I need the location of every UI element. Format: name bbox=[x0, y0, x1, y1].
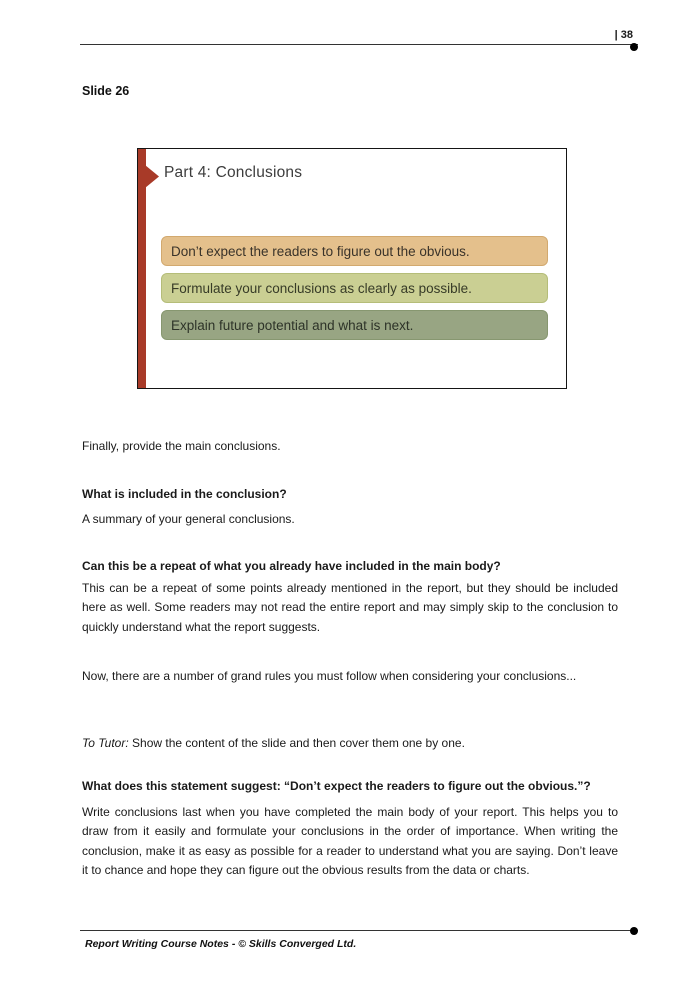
page-number: | 38 bbox=[614, 29, 633, 41]
question-1-heading: What is included in the conclusion? bbox=[82, 487, 287, 501]
slide-bullet-3: Explain future potential and what is next. bbox=[161, 310, 548, 340]
slide-bullet-1: Don’t expect the readers to figure out the obvious. bbox=[161, 236, 548, 266]
intro-paragraph: Finally, provide the main conclusions. bbox=[82, 439, 281, 453]
header-rule-end-dot bbox=[630, 43, 638, 51]
question-2-answer: This can be a repeat of some points already mentioned in the report, but they should be included here as well. Some readers may not read the entire report and may simply skip to the conclusion to quickly understand what the report suggests. bbox=[82, 581, 618, 634]
tutor-note-text: Show the content of the slide and then cover them one by one. bbox=[128, 736, 465, 750]
question-3-answer: Write conclusions last when you have completed the main body of your report. This helps you to draw from it easily and formulate your conclusions in the order of importance. When writing the conclusion, make it as easy as possible for a reader to understand what you are saying. Don’t leave it to chance and hope they can figure out the obvious results from the data or charts. bbox=[82, 805, 618, 878]
slide-figure bbox=[137, 148, 567, 389]
question-2-heading: Can this be a repeat of what you already have included in the main body? bbox=[82, 559, 501, 573]
tutor-note-prefix: To Tutor: bbox=[82, 736, 129, 750]
footer-rule bbox=[80, 930, 638, 931]
tutor-note bbox=[82, 734, 618, 753]
slide-title: Part 4: Conclusions bbox=[164, 164, 303, 181]
header-rule bbox=[80, 44, 638, 45]
slide-accent-bar bbox=[138, 149, 146, 388]
question-1-answer: A summary of your general conclusions. bbox=[82, 512, 295, 526]
slide-label: Slide 26 bbox=[82, 84, 130, 98]
arrow-right-icon bbox=[145, 165, 159, 188]
note-paragraph: Now, there are a number of grand rules you must follow when considering your conclusions... bbox=[82, 669, 577, 683]
footer-rule-end-dot bbox=[630, 927, 638, 935]
footer-text: Report Writing Course Notes - © Skills Converged Ltd. bbox=[85, 938, 357, 950]
question-3-heading: What does this statement suggest: “Don’t expect the readers to figure out the obvious.”? bbox=[82, 779, 591, 793]
slide-bullet-2: Formulate your conclusions as clearly as possible. bbox=[161, 273, 548, 303]
